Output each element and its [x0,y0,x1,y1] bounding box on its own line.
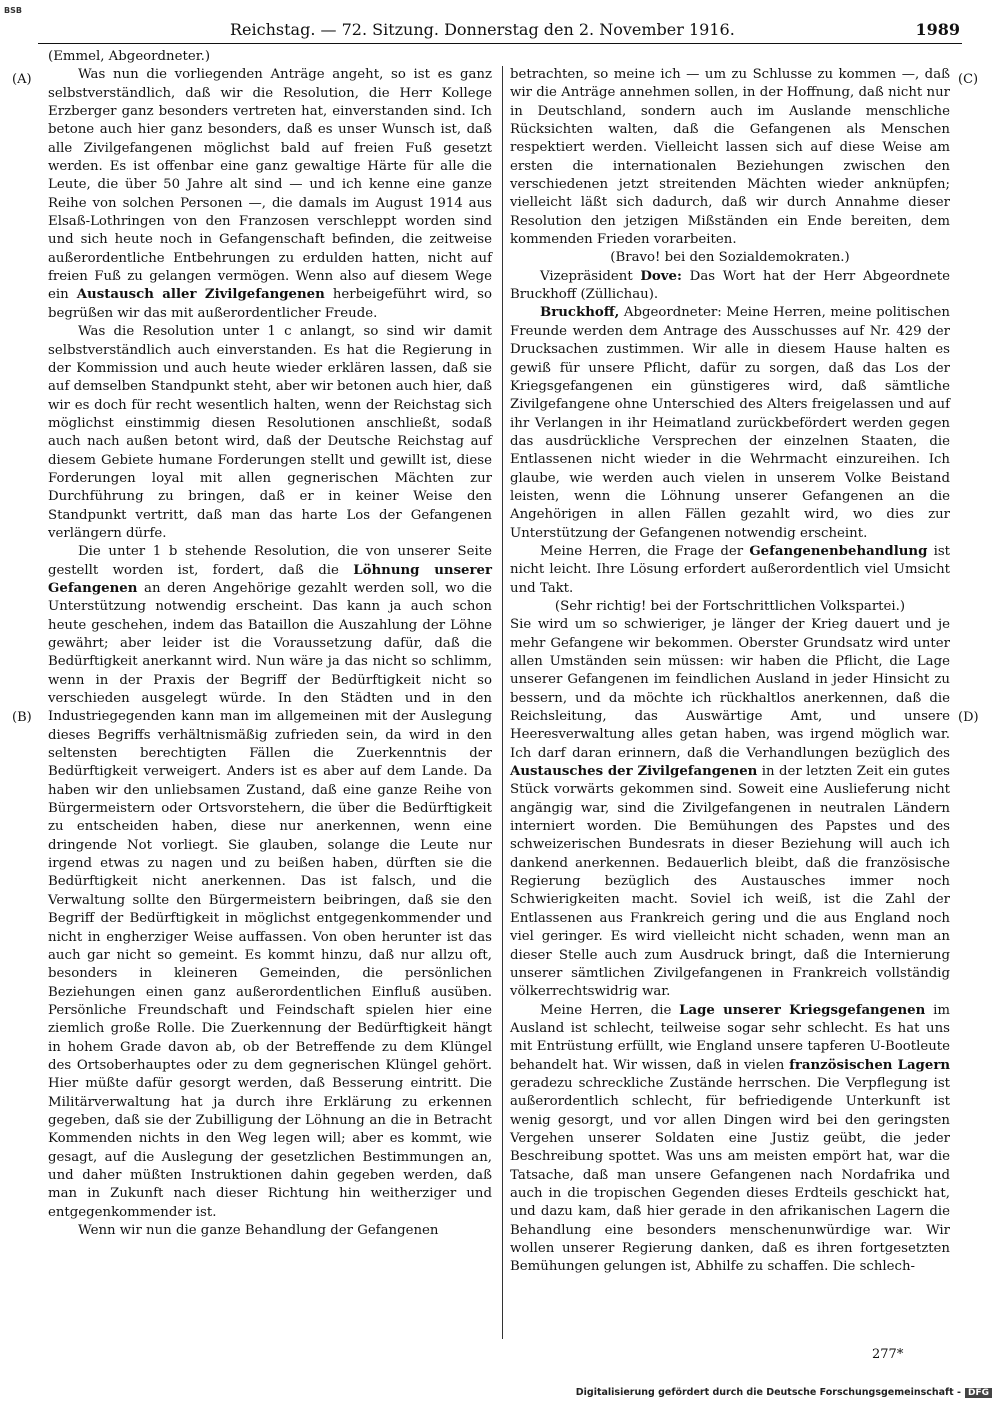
paragraph: Was nun die vorliegenden Anträge angeht, so ist es ganz selbstverständlich, daß wir die Resolution, die Herr Kollege Erzberger ganz besonders vertreten hat, einverstanden sind. Ich betone auch hier ganz besonders, daß es unser Wunsch ist, daß alle Zivilgefangenen möglichst bald auf freien Fuß gesetzt werden. Es ist offenbar eine ganz gewaltige Härte für alle die Leute, die über 50 Jahre alt sind — und ich kenne eine ganze Reihe von solchen Personen —, die damals im August 1914 aus Elsaß-Lothringen von den Franzosen verschleppt worden sind und sich heute noch in Gefangenschaft befinden, die zeitweise außerordentliche Entbehrungen zu erdulden hatten, nicht auf freien Fuß zu gelangen vermögen. Wenn also auf diesem Wege ein Austausch aller Zivilgefangenen herbeigeführt wird, so begrüßen wir das mit außerordentlicher Freude. [48,67,492,321]
paragraph: Bruckhoff, Abgeordneter: Meine Herren, meine politischen Freunde werden dem Antrage des Ausschusses auf Nr. 429 der Drucksachen zustimmen. Wir alle in diesem Hause halten es gewiß für unsere Pflicht, dafür zu sorgen, daß das Los der Kriegsgefangenen ein günstigeres wird, daß sämtliche Zivilgefangene ohne Unterschied des Alters freigelassen und auf ihr Verlangen in ihr Heimatland zurückbefördert werden gegen das ausdrückliche Versprechen der einzelnen Staaten, die Entlassenen nicht wieder in die Wehrmacht einzureihen. Ich glaube, wie werden auch vielen in unserem Volke Beistand leisten, wenn die Löhnung unserer Gefangenen an die Angehörigen in allen Fällen gezahlt wird, wo dies zur Unterstützung der Gefangenen notwendig erscheint. [510,305,950,541]
margin-marker-d: (D) [958,710,979,725]
emphasis: Austausch aller Zivilgefangenen [76,287,325,303]
emphasis: Gefangenenbehandlung [749,543,928,559]
paragraph: Wenn wir nun die ganze Behandlung der Gefangenen [78,1223,439,1238]
margin-marker-b: (B) [12,710,32,725]
interjection: (Bravo! bei den Sozialdemokraten.) [610,250,850,266]
speaker-name: Bruckhoff, [540,305,620,321]
dfg-logo: DFG [965,1388,992,1398]
paragraph: Was die Resolution unter 1 c anlangt, so sind wir damit selbstverständlich auch einverstanden. Es hat die Regierung in der Kommission und auch heute wieder erklären lassen, daß sie auf demselben Standpunkt steht, aber wir betonen auch hier, daß wir es doch für recht wesentlich halten, wenn der Reichstag sich möglichst einstimmig diesen Resolutionen anschließt, sodaß auch nach außen betont wird, daß der Deutsche Reichstag auf diesem Gebiete humane Forderungen stellt und gewillt ist, diese Forderungen loyal mit allen gegnerischen Mächten zur Durchführung zu bringen, daß er in keiner Weise den Standpunkt vertritt, daß man das harte Los der Gefangenen verlängern dürfe. [48,324,493,541]
emphasis: Lage unserer Kriegsgefangenen [679,1002,926,1018]
margin-marker-c: (C) [958,72,979,87]
interjection: (Sehr richtig! bei der Fortschrittlichen Volkspartei.) [554,598,906,614]
paragraph: betrachten, so meine ich — um zu Schlusse zu kommen —, daß wir die Anträge annehmen sollen, in der Hoffnung, daß nicht nur in Deutschland, sondern auch im Auslande menschliche Rücksichten walten, daß die Gefangenen als Menschen respektiert werden. Vielleicht lassen sich auf diese Weise am ersten die internationalen Beziehungen zwischen den verschiedenen jetzt streitenden Mächten wieder anknüpfen; vielleicht läßt sich dadurch, daß wir durch Annahme dieser Resolution den jetzigen Mißständen ein Ende bereiten, dem kommenden Frieden vorarbeiten. [510,67,950,248]
paragraph: Die unter 1 b stehende Resolution, die von unserer Seite gestellt worden ist, fordert, daß die Löhnung unserer Gefangenen an deren Angehörige gezahlt werden soll, wo die Unterstützung notwendig erscheint. Das kann ja auch schon heute geschehen, indem das Bataillon die Auszahlung der Löhne gewährt; aber leider ist die Voraussetzung dafür, daß die Bedürftigkeit anerkannt wird. Nun wäre ja das nicht so schlimm, wenn in der Praxis der Begriff der Bedürftigkeit nicht so verschieden ausgelegt würde. In den Städten und in den Industriegegenden kann man im allgemeinen mit der Auslegung dieses Begriffs verhältnismäßig zufrieden sein, da wird in den seltensten berechtigten Fällen die Zuerkenntnis der Bedürftigkeit verweigert. Anders ist es aber auf dem Lande. Da haben wir den unliebsamen Zustand, daß eine ganze Reihe von Bürgermeistern oder Ortsvorstehern, die über die Bedürftigkeit zu entscheiden haben, diese nur anerkennen, wenn eine dringende Not vorliegt. Sie glauben, solange die Leute nur irgend etwas zu nagen und zu beißen haben, dürften sie die Bedürftigkeit nicht anerkennen. Das ist falsch, und die Verwaltung sollte den Bürgermeistern beibringen, daß sie den Begriff der Bedürftigkeit in möglichst entgegenkommender und nicht in engherziger Weise auffassen. Von oben herunter ist das auch gar nicht so gemeint. Es kommt hinzu, daß nur allzu oft, besonders in kleineren Gemeinden, die persönlichen Beziehungen einen ganz außerordentlichen Einfluß ausüben. Persönliche Freundschaft und Feindschaft spielen hier eine ziemlich große Rolle. Die Zuerkennung der Bedürftigkeit hängt in hohem Grade davon ab, ob der Betreffende zu dem Klüngel des Ortsoberhauptes oder zu dem gegnerischen Klüngel gehört. Hier müßte dafür gesorgt werden, daß Besserung eintritt. Die Militärverwaltung hat ja durch ihre Erklärung zu erkennen gegeben, daß sie der Zubilligung der Löhnung an die in Betracht Kommenden nichts in den Weg legen will; aber es kommt, wie gesagt, auf die Auslegung der gesetzlichen Bestimmungen an, und daher müßten Instruktionen dahin gegeben werden, daß man in Zukunft nach dieser Richtung hin weitherziger und entgegenkommender ist. [48,544,492,1220]
paragraph: Sie wird um so schwieriger, je länger der Krieg dauert und je mehr Gefangene wir bekommen. Oberster Grundsatz wird unter allen Umständen sein müssen: wir haben die Pflicht, die Lage unserer Gefangenen im feindlichen Ausland in jeder Hinsicht zu bessern, und da möchte ich rückhaltlos anerkennen, daß die Reichsleitung, das Auswärtige Amt, und unsere Heeresverwaltung alles getan haben, was irgend möglich war. Ich darf daran erinnern, daß die Verhandlungen bezüglich des Austausches der Zivilgefangenen in der letzten Zeit ein gutes Stück vorwärts gekommen sind. Soweit eine Auslieferung nicht angängig war, sind die Zivilgefangenen in neutralen Ländern interniert worden. Die Bemühungen des Papstes und des schweizerischen Bundesrats in dieser Beziehung will auch ich dankend anerkennen. Bedauerlich bleibt, daß die französische Regierung bezüglich des Austausches immer noch Schwierigkeiten macht. Soviel ich weiß, ist die Zahl der Entlassenen aus Frankreich gering und die aus England noch viel geringer. Es wird vielleicht nicht schaden, wenn man an dieser Stelle auch zum Ausdruck bringt, daß die Internierung unserer sämtlichen Zivilgefangenen in Frankreich vollständig völkerrechtswidrig war. [510,617,951,1000]
emphasis: Austausches der Zivilgefangenen [510,764,758,780]
library-mark: BSB [4,6,22,15]
right-column [510,66,950,1277]
emphasis: Löhnung unserer Gefangenen [48,562,492,596]
header-rule [38,43,962,44]
running-title: Reichstag. — 72. Sitzung. Donnerstag den 2. November 1916. [230,20,735,39]
column-divider [502,66,503,1339]
paragraph: Meine Herren, die Lage unserer Kriegsgefangenen im Ausland ist schlecht, teilweise sogar sehr schlecht. Es hat uns mit Entrüstung erfüllt, wie England unsere tapferen U-Bootleute behandelt hat. Wir wissen, daß in vielen französischen Lagern geradezu schreckliche Zustände herrschen. Die Verpflegung ist außerordentlich schlecht, für befriedigende Unterkunft ist wenig gesorgt, und vor allen Dingen wird bei den geringsten Vergehen unserer Soldaten eine Justiz geübt, die jeder Beschreibung spottet. Was uns am meisten empört hat, war die Tatsache, daß man unsere Gefangenen nach Nordafrika und auch in die tropischen Gegenden dieses Erdteils geschickt hat, und dazu kam, daß hier gerade in den afrikanischen Lagern die Behandlung eine besonders menschenunwürdige war. Wir wollen unserer Regierung danken, daß es ihren fortgesetzten Bemühungen gelungen ist, Abhilfe zu schaffen. Die schlech- [510,1002,950,1275]
left-column [48,48,492,1240]
funding-credit: Digitalisierung gefördert durch die Deutsche Forschungsgemeinschaft - DFG [576,1387,992,1398]
signature-mark: 277* [872,1347,904,1362]
page-number: 1989 [915,20,960,39]
paragraph: Vizepräsident Dove: Das Wort hat der Herr Abgeordnete Bruckhoff (Züllichau). [510,268,951,303]
speaker-continuation: (Emmel, Abgeordneter.) [48,49,211,64]
margin-marker-a: (A) [12,72,32,87]
page-header [230,20,960,40]
emphasis: französischen Lagern [789,1057,950,1073]
paragraph: Meine Herren, die Frage der Gefangenenbehandlung ist nicht leicht. Ihre Lösung erfordert außerordentlich viel Umsicht und Takt. [510,543,951,596]
speaker-name: Dove: [640,268,682,284]
